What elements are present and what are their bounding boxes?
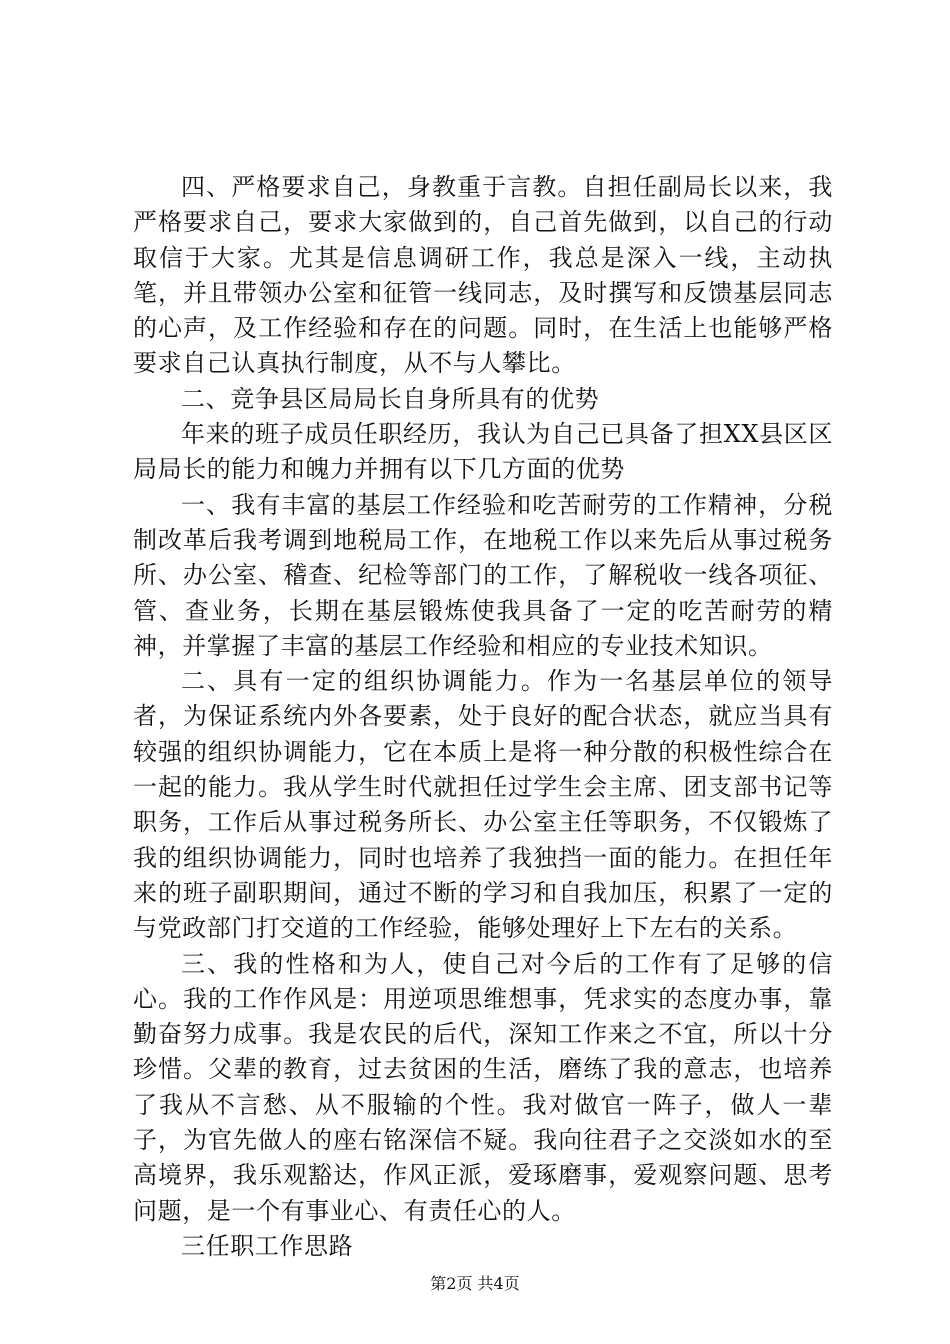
document-body bbox=[133, 170, 833, 1264]
paragraph-coordination-ability: 二、具有一定的组织协调能力。作为一名基层单位的领导者，为保证系统内外各要素，处于良好的配合状态，就应当具有较强的组织协调能力，它在本质上是将一种分散的积极性综合在一起的能力。我从学生时代就担任过学生会主席、团支部书记等职务，工作后从事过税务所长、办公室主任等职务，不仅锻炼了我的组织协调能力，同时也培养了我独挡一面的能力。在担任年来的班子副职期间，通过不断的学习和自我加压，积累了一定的与党政部门打交道的工作经验，能够处理好上下左右的关系。 bbox=[133, 667, 833, 943]
section-heading-work-ideas: 三任职工作思路 bbox=[181, 1231, 354, 1260]
page-number-label: 第2页 共4页 bbox=[430, 1274, 520, 1293]
paragraph-intro-advantages: 年来的班子成员任职经历，我认为自己已具备了担XX县区区局局长的能力和魄力并拥有以下几方面的优势 bbox=[133, 420, 833, 484]
section-heading-advantages: 二、竞争县区局局长自身所具有的优势 bbox=[181, 384, 600, 413]
paragraph-character: 三、我的性格和为人，使自己对今后的工作有了足够的信心。我的工作作风是：用逆项思维想事，凭求实的态度办事，靠勤奋努力成事。我是农民的后代，深知工作来之不宜，所以十分珍惜。父辈的教育，过去贫困的生活，磨练了我的意志，也培养了我从不言愁、从不服输的个性。我对做官一阵子，做人一辈子，为官先做人的座右铭深信不疑。我向往君子之交淡如水的至高境界，我乐观豁达，作风正派，爱琢磨事，爱观察问题、思考问题，是一个有事业心、有责任心的人。 bbox=[133, 949, 833, 1225]
paragraph-grassroots-experience: 一、我有丰富的基层工作经验和吃苦耐劳的工作精神，分税制改革后我考调到地税局工作，在地税工作以来先后从事过税务所、办公室、稽查、纪检等部门的工作，了解税收一线各项征、管、查业务，长期在基层锻炼使我具备了一定的吃苦耐劳的精神，并掌握了丰富的基层工作经验和相应的专业技术知识。 bbox=[133, 490, 833, 660]
page-footer bbox=[0, 1271, 950, 1294]
paragraph-strict-requirements: 四、严格要求自己，身教重于言教。自担任副局长以来，我严格要求自己，要求大家做到的，自己首先做到，以自己的行动取信于大家。尤其是信息调研工作，我总是深入一线，主动执笔，并且带领办公室和征管一线同志，及时撰写和反馈基层同志的心声，及工作经验和存在的问题。同时，在生活上也能够严格要求自己认真执行制度，从不与人攀比。 bbox=[133, 173, 833, 378]
